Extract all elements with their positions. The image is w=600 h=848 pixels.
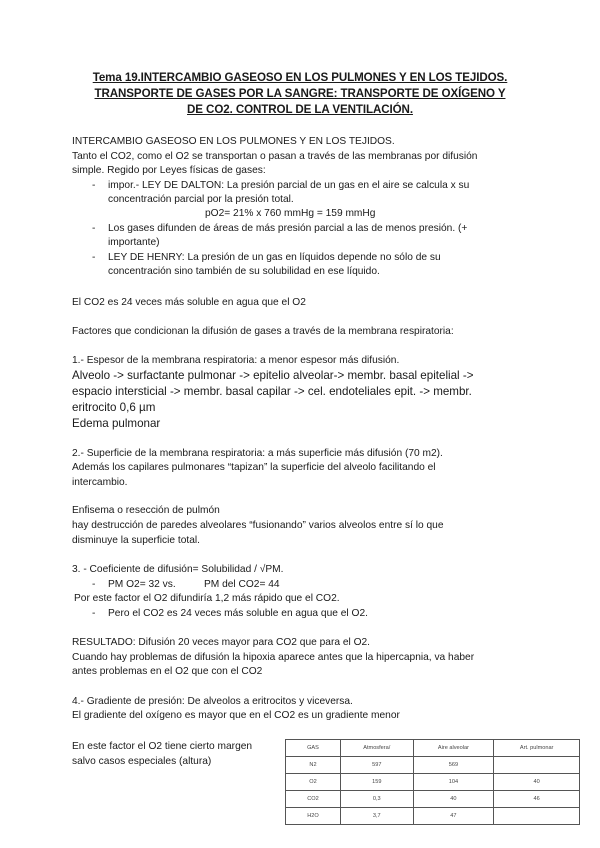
list-item: impor.- LEY DE DALTON: La presión parcial de un gas en el aire se calcula x su	[108, 180, 470, 191]
paragraph-line: Alveolo -> surfactante pulmonar -> epitelio alveolar-> membr. basal epitelial ->	[72, 369, 474, 382]
table-header-cell: Art. pulmonar	[494, 740, 580, 757]
page-title	[60, 70, 540, 118]
bullet-dash: -	[92, 608, 96, 619]
paragraph-line: Tanto el CO2, como el O2 se transportan o pasan a través de las membranas por difusión	[72, 151, 478, 162]
section-heading: INTERCAMBIO GASEOSO EN LOS PULMONES Y EN LOS TEJIDOS.	[72, 136, 395, 147]
paragraph-line: Por este factor el O2 difundiría 1,2 más rápido que el CO2.	[74, 593, 340, 604]
paragraph-line: simple. Regido por Leyes físicas de gases:	[72, 165, 266, 176]
table-row	[286, 757, 580, 774]
table-cell: N2	[286, 757, 341, 774]
factor-heading: 1.- Espesor de la membrana respiratoria: a menor espesor más difusión.	[72, 355, 400, 366]
title-line-1: Tema 19.INTERCAMBIO GASEOSO EN LOS PULMONES Y EN LOS TEJIDOS.	[92, 71, 508, 84]
paragraph-line: salvo casos especiales (altura)	[72, 756, 212, 767]
formula: pO2= 21% x 760 mmHg = 159 mmHg	[205, 208, 376, 219]
list-item: concentración parcial por la presión total.	[108, 194, 294, 205]
table-cell: H2O	[286, 808, 341, 825]
factor-heading: 3. - Coeficiente de difusión= Solubilidad / √PM.	[72, 564, 284, 575]
bullet-dash: -	[92, 180, 96, 191]
table-cell: 159	[341, 774, 414, 791]
paragraph-line: antes problemas en el O2 que con el CO2	[72, 666, 263, 677]
table-cell: CO2	[286, 791, 341, 808]
table-cell: 47	[413, 808, 494, 825]
table-header-cell: Atmosfera/	[341, 740, 414, 757]
table-header-cell: Aire alveolar	[413, 740, 494, 757]
list-item: Pero el CO2 es 24 veces más soluble en agua que el O2.	[108, 608, 368, 619]
list-item: importante)	[108, 237, 160, 248]
factor-heading: 2.- Superficie de la membrana respiratoria: a más superficie más difusión (70 m2).	[72, 448, 443, 459]
table-cell	[494, 757, 580, 774]
list-item: concentración sino también de su solubilidad en ese líquido.	[108, 266, 380, 277]
paragraph-line: Además los capilares pulmonares “tapizan” la superficie del alveolo facilitando el	[72, 462, 436, 473]
title-line-3: DE CO2. CONTROL DE LA VENTILACIÓN.	[187, 103, 413, 116]
factor-heading: 4.- Gradiente de presión: De alveolos a eritrocitos y viceversa.	[72, 696, 353, 707]
table-cell: 40	[494, 774, 580, 791]
list-item: Los gases difunden de áreas de más presión parcial a las de menos presión. (+	[108, 223, 468, 234]
paragraph-line: El gradiente del oxígeno es mayor que en el CO2 es un gradiente menor	[72, 710, 400, 721]
list-item: LEY DE HENRY: La presión de un gas en líquidos depende no sólo de su	[108, 252, 441, 263]
paragraph-line: disminuye la superficie total.	[72, 535, 200, 546]
paragraph-line: Enfisema o resección de pulmón	[72, 505, 220, 516]
table-cell: O2	[286, 774, 341, 791]
table-header-cell: GAS	[286, 740, 341, 757]
paragraph-line: El CO2 es 24 veces más soluble en agua que el O2	[72, 297, 306, 308]
bullet-dash: -	[92, 223, 96, 234]
bullet-dash: -	[92, 252, 96, 263]
table-cell: 569	[413, 757, 494, 774]
paragraph-line: Edema pulmonar	[72, 417, 161, 430]
paragraph-line: En este factor el O2 tiene cierto margen	[72, 741, 253, 752]
table-cell: 40	[413, 791, 494, 808]
gas-pressure-table	[285, 739, 580, 825]
paragraph-line: intercambio.	[72, 477, 128, 488]
table-cell	[494, 808, 580, 825]
paragraph-line: espacio intersticial -> membr. basal capilar -> cel. endoteliales epit. -> membr.	[72, 385, 472, 398]
table-cell: 104	[413, 774, 494, 791]
list-item: PM O2= 32 vs. PM del CO2= 44	[108, 579, 280, 590]
table-cell: 46	[494, 791, 580, 808]
table-row	[286, 774, 580, 791]
table-header-row	[286, 740, 580, 757]
result-line: RESULTADO: Difusión 20 veces mayor para CO2 que para el O2.	[72, 637, 371, 648]
paragraph-line: hay destrucción de paredes alveolares “fusionando” varios alveolos entre sí lo que	[72, 520, 444, 531]
bullet-dash: -	[92, 579, 96, 590]
title-line-2: TRANSPORTE DE GASES POR LA SANGRE: TRANSPORTE DE OXÍGENO Y	[94, 87, 506, 100]
table-cell: 0,3	[341, 791, 414, 808]
table-row	[286, 808, 580, 825]
paragraph-line: Factores que condicionan la difusión de gases a través de la membrana respiratoria:	[72, 326, 454, 337]
paragraph-line: eritrocito 0,6 µm	[72, 401, 156, 414]
table-row	[286, 791, 580, 808]
paragraph-line: Cuando hay problemas de difusión la hipoxia aparece antes que la hipercapnia, va haber	[72, 652, 475, 663]
table-cell: 3,7	[341, 808, 414, 825]
table-cell: 597	[341, 757, 414, 774]
